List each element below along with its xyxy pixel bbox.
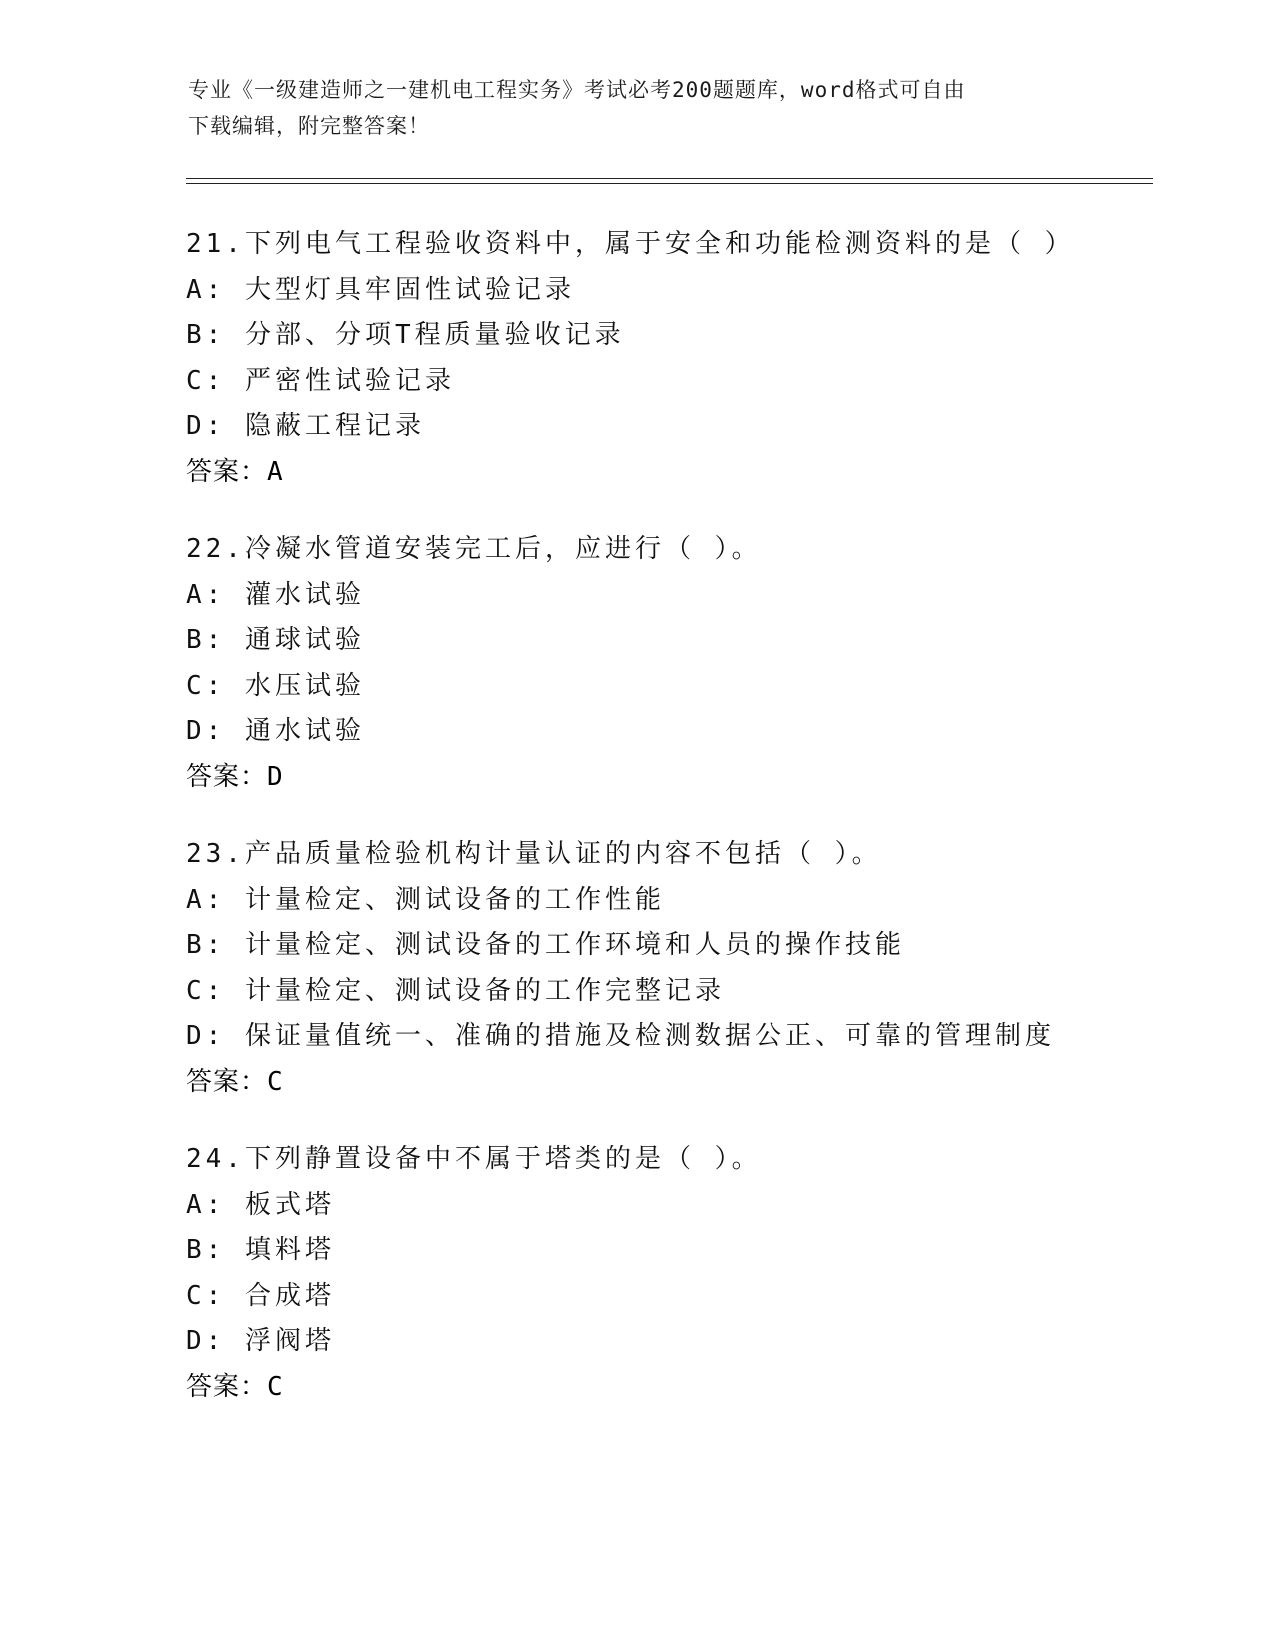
option-a xyxy=(186,268,1186,314)
option-text: 计量检定、测试设备的工作完整记录 xyxy=(244,975,725,1006)
option-key: D: xyxy=(186,716,226,746)
option-text: 计量检定、测试设备的工作性能 xyxy=(244,884,665,915)
answer-value: D xyxy=(267,761,283,792)
header-divider-top xyxy=(186,178,1153,179)
question-24 xyxy=(186,1137,1186,1410)
option-key: D: xyxy=(186,1326,226,1356)
question-stem: 22.冷凝水管道安装完工后，应进行（ ）。 xyxy=(186,534,762,564)
option-text: 合成塔 xyxy=(244,1280,335,1311)
option-key: D: xyxy=(186,411,226,441)
answer-line xyxy=(186,1365,1186,1411)
option-d xyxy=(186,1014,1186,1060)
document-header xyxy=(188,72,1088,144)
option-text: 灌水试验 xyxy=(244,579,365,610)
answer-value: C xyxy=(267,1371,283,1402)
option-key: C: xyxy=(186,1280,226,1311)
option-text: 水压试验 xyxy=(244,670,365,701)
option-text: 通水试验 xyxy=(244,716,365,746)
answer-line xyxy=(186,1060,1186,1106)
option-key: A: xyxy=(186,579,226,610)
answer-value: A xyxy=(267,456,283,487)
option-d xyxy=(186,709,1186,755)
option-c xyxy=(186,969,1186,1015)
option-text: 分部、分项T程质量验收记录 xyxy=(244,320,625,350)
option-c xyxy=(186,1274,1186,1320)
option-text: 浮阀塔 xyxy=(244,1326,335,1356)
option-key: C: xyxy=(186,975,226,1006)
option-c xyxy=(186,664,1186,710)
option-key: A: xyxy=(186,274,226,305)
option-text: 隐蔽工程记录 xyxy=(244,411,425,441)
question-stem: 24.下列静置设备中不属于塔类的是（ ）。 xyxy=(186,1144,762,1174)
header-line-2: 下载编辑，附完整答案！ xyxy=(188,114,430,138)
option-b xyxy=(186,313,1186,359)
option-c xyxy=(186,359,1186,405)
option-key: B: xyxy=(186,930,226,960)
header-line-1: 专业《一级建造师之一建机电工程实务》考试必考200题题库，word格式可自由 xyxy=(188,78,966,102)
option-key: B: xyxy=(186,1235,226,1265)
answer-line xyxy=(186,450,1186,496)
option-d xyxy=(186,404,1186,450)
option-text: 填料塔 xyxy=(244,1235,335,1265)
option-key: A: xyxy=(186,884,226,915)
option-text: 计量检定、测试设备的工作环境和人员的操作技能 xyxy=(244,930,905,960)
option-key: C: xyxy=(186,365,226,396)
option-b xyxy=(186,1228,1186,1274)
option-key: B: xyxy=(186,625,226,655)
option-text: 通球试验 xyxy=(244,625,365,655)
option-text: 严密性试验记录 xyxy=(244,365,455,396)
question-21 xyxy=(186,222,1186,495)
option-key: C: xyxy=(186,670,226,701)
header-divider-bottom xyxy=(186,183,1153,184)
answer-label: 答案： xyxy=(186,761,268,792)
option-text: 板式塔 xyxy=(244,1189,335,1220)
question-stem: 21.下列电气工程验收资料中，属于安全和功能检测资料的是（ ） xyxy=(186,229,1075,259)
option-a xyxy=(186,878,1186,924)
option-key: B: xyxy=(186,320,226,350)
answer-label: 答案： xyxy=(186,456,268,487)
option-d xyxy=(186,1319,1186,1365)
option-text: 保证量值统一、准确的措施及检测数据公正、可靠的管理制度 xyxy=(244,1021,1055,1051)
option-key: A: xyxy=(186,1189,226,1220)
option-b xyxy=(186,618,1186,664)
option-a xyxy=(186,573,1186,619)
option-b xyxy=(186,923,1186,969)
answer-label: 答案： xyxy=(186,1371,268,1402)
question-23 xyxy=(186,832,1186,1105)
question-stem: 23.产品质量检验机构计量认证的内容不包括（ ）。 xyxy=(186,839,882,869)
option-text: 大型灯具牢固性试验记录 xyxy=(244,274,575,305)
option-key: D: xyxy=(186,1021,226,1051)
answer-line xyxy=(186,755,1186,801)
question-22 xyxy=(186,527,1186,800)
option-a xyxy=(186,1183,1186,1229)
answer-value: C xyxy=(267,1066,283,1097)
answer-label: 答案： xyxy=(186,1066,268,1097)
